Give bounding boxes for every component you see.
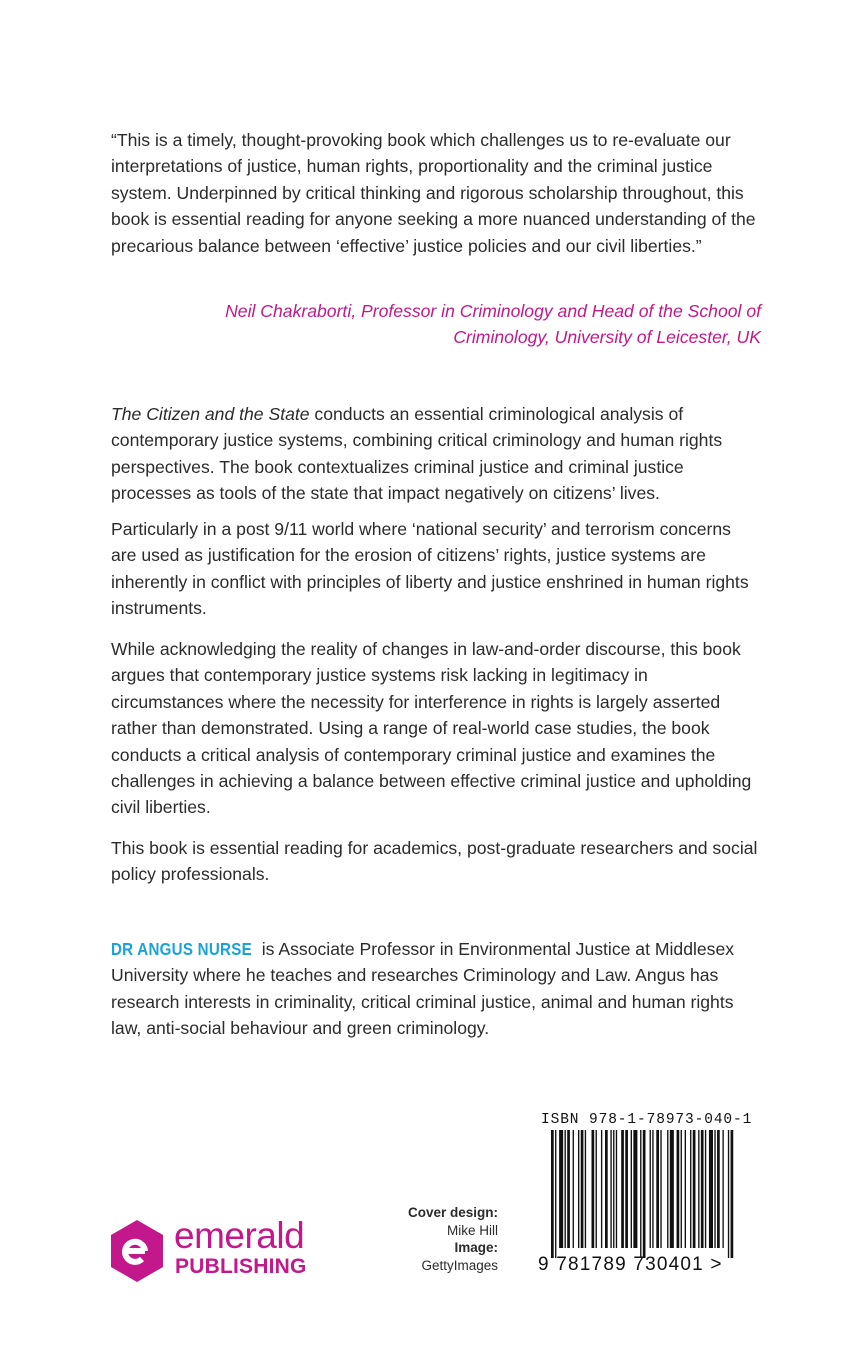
barcode-bar [717, 1130, 720, 1248]
barcode-bar [705, 1130, 706, 1248]
isbn-label: ISBN 978-1-78973-040-1 [541, 1112, 753, 1128]
description-paragraph-1 [111, 401, 761, 507]
image-credit-label: Image: [454, 1240, 498, 1255]
author-bio [111, 936, 761, 1042]
barcode-bar [701, 1130, 704, 1248]
barcode-bar [633, 1130, 637, 1248]
barcode-bar [567, 1130, 570, 1248]
emerald-hexagon-icon [108, 1218, 166, 1284]
barcode-bar [601, 1130, 602, 1248]
author-bio-text: is Associate Professor in Environmental Justice at Middlesex University where he teaches and researches Criminology and Law. Angus has research interests in criminality, critical criminal justice, animal and human rights law, anti-social behaviour and green criminology. [111, 939, 735, 1039]
description-paragraph-2: Particularly in a post 9/11 world where ‘national security’ and terrorism concerns are used as justification for the erosion of citizens’ rights, justice systems are inherently in conflict with principles of liberty and justice enshrined in human rights instruments. [111, 519, 749, 619]
attribution-line-1: Neil Chakraborti, Professor in Criminology and Head of the School of [225, 301, 761, 321]
barcode-bar [731, 1130, 734, 1258]
barcode-bar [709, 1130, 713, 1248]
barcode-bar [656, 1130, 659, 1248]
barcode-bar [559, 1130, 563, 1248]
barcode-bar [585, 1130, 586, 1248]
barcode-bar [650, 1130, 651, 1248]
barcode-bar [581, 1130, 584, 1248]
barcode-bar [573, 1130, 574, 1248]
barcode-bar [610, 1130, 611, 1248]
barcode-bar [631, 1130, 632, 1248]
barcode-bar [643, 1130, 646, 1258]
description-paragraph-4: This book is essential reading for academics, post-graduate researchers and social policy professionals. [111, 838, 758, 885]
cover-design-value: Mike Hill [446, 1222, 498, 1238]
cover-credits [360, 1204, 498, 1274]
barcode-bar [728, 1130, 729, 1258]
barcode-bar [681, 1130, 682, 1248]
barcode-bar [621, 1130, 624, 1248]
barcode-bar [555, 1130, 556, 1258]
endorsement-attribution [111, 298, 761, 351]
barcode-bar [667, 1130, 668, 1248]
image-credit-value: GettyImages [421, 1257, 498, 1273]
publisher-logo [108, 1216, 328, 1286]
publisher-name-line-2: PUBLISHING [175, 1255, 307, 1278]
description-paragraph-1-text: conducts an essential criminological analysis of contemporary justice systems, combining critical criminology and human rights perspectives. The book contextualizes criminal justice and criminal justice processes as tools of the state that impact negatively on citizens’ lives. [111, 404, 723, 504]
attribution-line-2: Criminology, University of Leicester, UK [453, 327, 761, 348]
barcode-bar [640, 1130, 641, 1258]
barcode-bar [685, 1130, 686, 1248]
barcode-bar [670, 1130, 674, 1248]
barcode-bar [714, 1130, 715, 1248]
barcode-bar [551, 1130, 554, 1258]
publisher-name-line-1: emerald [174, 1215, 305, 1256]
barcode-bar [565, 1130, 566, 1248]
barcode-bar [722, 1130, 723, 1248]
barcode-bar [596, 1130, 597, 1248]
barcode-bar [652, 1130, 653, 1248]
isbn-digits: 9 781789 730401 > [538, 1254, 723, 1275]
author-name: DR ANGUS NURSE [111, 939, 252, 959]
barcode-bar [693, 1130, 696, 1248]
cover-design-label: Cover design: [407, 1205, 498, 1220]
description-paragraph-3: While acknowledging the reality of changes in law-and-order discourse, this book argues that contemporary justice systems risk lacking in legitimacy in circumstances where the necessity for interference in rights is largely asserted rather than demonstrated. Using a range of real-world case studies, the book conducts a critical analysis of contemporary criminal justice and examines the challenges in achieving a balance between effective criminal justice and upholding civil liberties. [111, 639, 752, 818]
barcode-bar [677, 1130, 680, 1248]
barcode-bar [578, 1130, 579, 1248]
isbn-barcode [535, 1108, 753, 1294]
barcode-bar [698, 1130, 699, 1248]
barcode-bar [605, 1130, 608, 1248]
barcode-bar [616, 1130, 617, 1248]
endorsement-quote: “This is a timely, thought-provoking book which challenges us to re-evaluate our interpretations of justice, human rights, proportionality and the criminal justice system. Underpinned by critical thinking and rigorous scholarship throughout, this book is essential reading for anyone seeking a more nuanced understanding of the precarious balance between ‘effective’ justice policies and our civil liberties.” [111, 130, 756, 256]
barcode-bar [592, 1130, 595, 1248]
barcode-bar [613, 1130, 614, 1248]
barcode-bars [543, 1130, 737, 1258]
barcode-bar [625, 1130, 628, 1248]
barcode-bar [660, 1130, 661, 1248]
book-title: The Citizen and the State [111, 404, 310, 424]
barcode-bar [690, 1130, 691, 1248]
